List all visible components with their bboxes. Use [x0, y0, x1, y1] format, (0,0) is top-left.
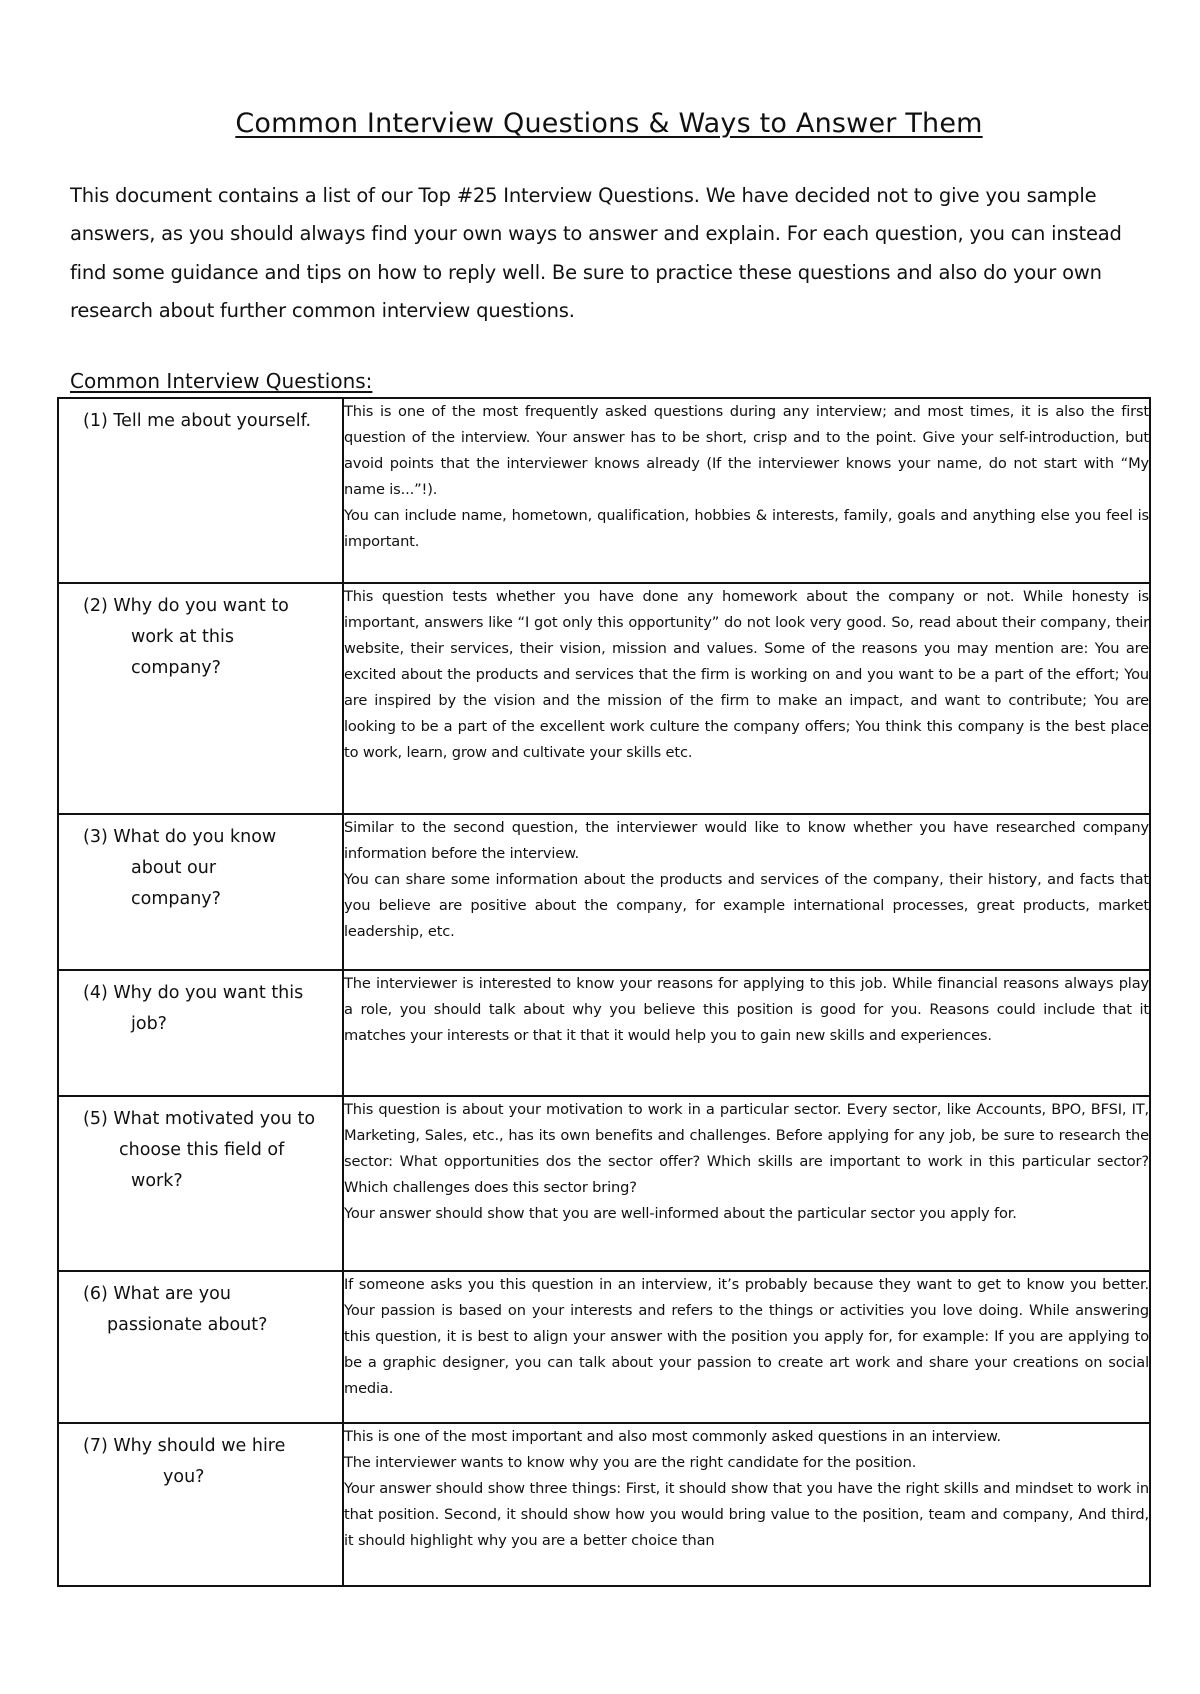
question-cell	[58, 970, 343, 1096]
answer-cell	[343, 1271, 1150, 1423]
table-row	[58, 1096, 1150, 1271]
question-cell	[58, 814, 343, 970]
answer-cell	[343, 1423, 1150, 1586]
question-text: (1) Tell me about yourself.	[83, 411, 312, 431]
question-cell	[58, 1096, 343, 1271]
answer-cell	[343, 398, 1150, 583]
question-text: company?	[131, 889, 221, 909]
answer-paragraph: This question is about your motivation to work in a particular sector. Every sector, like Accounts, BPO, BFSI, IT, Marketing, Sales, etc., has its own benefits and challenges. Before applying for any job, be sure to research the sector: What opportunities dos the sector offer? Which skills are important to work in this particular sector? Which challenges does this sector bring?	[344, 1101, 1149, 1196]
page-title: Common Interview Questions & Ways to Answer Them	[235, 108, 983, 139]
answer-paragraph: The interviewer is interested to know your reasons for applying to this job. While financial reasons always play a role, you should talk about why you believe this position is good for you. Reasons could include that it matches your interests or that it that it would help you to gain new skills and experiences.	[344, 975, 1149, 1044]
question-text: work?	[131, 1171, 183, 1191]
answer-cell	[343, 1096, 1150, 1271]
answer-cell	[343, 814, 1150, 970]
intro-paragraph: This document contains a list of our Top #25 Interview Questions. We have decided not to give you sample answers, as you should always find your own ways to answer and explain. For each question, you can instead find some guidance and tips on how to reply well. Be sure to practice these questions and also do your own research about further common interview questions.	[70, 184, 1122, 322]
answer-paragraph: This question tests whether you have done any homework about the company or not. While honesty is important, answers like “I got only this opportunity” do not look very good. So, read about their company, their website, their services, their vision, mission and values. Some of the reasons you may mention are: You are excited about the products and services that the firm is working on and you want to be a part of the effort; You are inspired by the vision and the mission of the firm to make an impact, and want to contribute; You are looking to be a part of the excellent work culture the company offers; You think this company is the best place to work, learn, grow and cultivate your skills etc.	[344, 588, 1149, 761]
answer-paragraph: You can share some information about the products and services of the company, their history, and facts that you believe are positive about the company, for example international processes, great products, market leadership, etc.	[344, 871, 1149, 940]
answer-paragraph: If someone asks you this question in an interview, it’s probably because they want to get to know you better. Your passion is based on your interests and refers to the things or activities you love doing. While answering this question, it is best to align your answer with the position you apply for, for example: If you are applying to be a graphic designer, you can talk about your passion to create art work and share your creations on social media.	[344, 1276, 1149, 1397]
answer-paragraph: You can include name, hometown, qualification, hobbies & interests, family, goals and anything else you feel is important.	[344, 507, 1149, 550]
answer-paragraph: Similar to the second question, the interviewer would like to know whether you have researched company information before the interview.	[344, 819, 1149, 862]
question-text: work at this	[131, 627, 234, 647]
question-text: passionate about?	[107, 1315, 268, 1335]
question-text: (7) Why should we hire	[83, 1436, 286, 1456]
question-cell	[58, 583, 343, 814]
table-row	[58, 814, 1150, 970]
table-row	[58, 583, 1150, 814]
question-cell	[58, 1271, 343, 1423]
question-text: about our	[131, 858, 217, 878]
question-text: (2) Why do you want to	[83, 596, 289, 616]
answer-paragraph: This is one of the most frequently asked questions during any interview; and most times, it is also the first question of the interview. Your answer has to be short, crisp and to the point. Give your self-introduction, but avoid points that the interviewer knows already (If the interviewer knows your name, do not start with “My name is...”!).	[344, 403, 1149, 498]
table-row	[58, 1423, 1150, 1586]
question-text: (4) Why do you want this	[83, 983, 304, 1003]
questions-table	[57, 397, 1151, 1587]
answer-paragraph: The interviewer wants to know why you are the right candidate for the position.	[344, 1454, 917, 1471]
table-row	[58, 970, 1150, 1096]
question-text: you?	[163, 1467, 205, 1487]
answer-cell	[343, 970, 1150, 1096]
answer-paragraph: Your answer should show three things: First, it should show that you have the right skills and mindset to work in that position. Second, it should show how you would bring value to the position, team and company, And third, it should highlight why you are a better choice than	[344, 1480, 1149, 1549]
answer-cell	[343, 583, 1150, 814]
question-cell	[58, 1423, 343, 1586]
answer-paragraph: Your answer should show that you are well-informed about the particular sector you apply for.	[344, 1205, 1017, 1222]
section-heading: Common Interview Questions:	[70, 369, 373, 393]
question-text: (3) What do you know	[83, 827, 277, 847]
question-text: (5) What motivated you to	[83, 1109, 316, 1129]
table-row	[58, 398, 1150, 583]
question-text: choose this field of	[119, 1140, 285, 1160]
table-row	[58, 1271, 1150, 1423]
question-text: company?	[131, 658, 221, 678]
question-text: (6) What are you	[83, 1284, 231, 1304]
answer-paragraph: This is one of the most important and also most commonly asked questions in an interview.	[344, 1428, 1001, 1445]
question-text: job?	[131, 1014, 167, 1034]
question-cell	[58, 398, 343, 583]
